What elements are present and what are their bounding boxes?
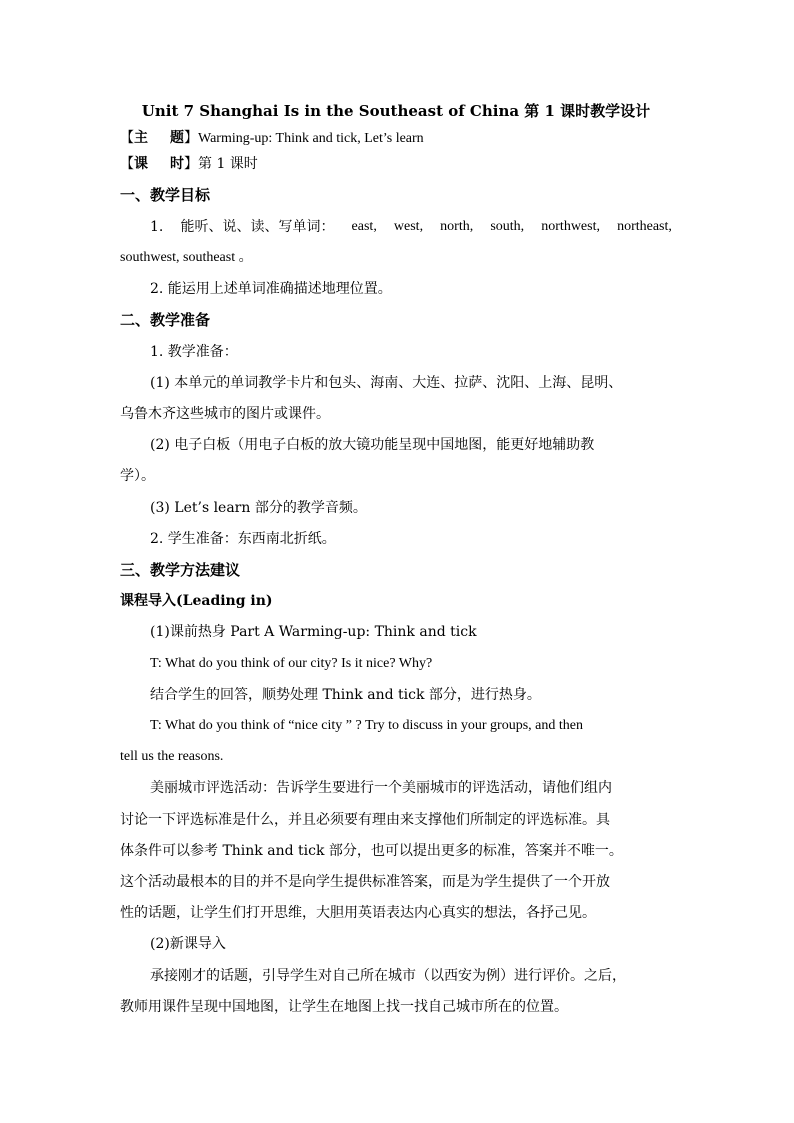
para-new-lesson: (2)新课导入 <box>150 936 226 952</box>
meta-topic-label-a: 主 <box>134 130 148 146</box>
para-discuss-line-2: tell us the reasons. <box>120 749 224 764</box>
objective-2: 2. 能运用上述单词准确描述地理位置。 <box>150 281 392 297</box>
meta-lesson-label-a: 课 <box>134 156 148 172</box>
word-part: west, <box>393 219 424 234</box>
objective-1-line-1 <box>150 217 672 237</box>
prep-sub-2-line-2: 学）。 <box>120 468 155 484</box>
para-warmup-note: 结合学生的回答，顺势处理 Think and tick 部分，进行热身。 <box>150 687 541 703</box>
word-part: 能听、说、读、写单词： <box>180 219 335 235</box>
para-activity-line-4: 这个活动最根本的目的并不是向学生提供标准答案，而是为学生提供了一个开放 <box>120 874 610 890</box>
prep-item-1: 1. 教学准备： <box>150 344 238 360</box>
meta-lesson-value: 第 1 课时 <box>198 156 258 172</box>
meta-topic <box>120 128 672 149</box>
para-activity-line-1: 美丽城市评选活动：告诉学生要进行一个美丽城市的评选活动，请他们组内 <box>150 780 612 796</box>
para-activity-line-5: 性的话题，让学生们打开思维，大胆用英语表达内心真实的想法，各抒己见。 <box>120 905 596 921</box>
prep-sub-1-line-1: (1) 本单元的单词教学卡片和包头、海南、大连、拉萨、沈阳、上海、昆明、 <box>150 375 623 391</box>
prep-sub-1-line-2: 乌鲁木齐这些城市的图片或课件。 <box>120 406 330 422</box>
prep-sub-2-line-1: (2) 电子白板（用电子白板的放大镜功能呈现中国地图，能更好地辅助教 <box>150 437 595 453</box>
word-part: northwest, <box>541 219 600 234</box>
meta-bracket-open: 【 <box>120 130 134 146</box>
prep-sub-3: (3) Let’s learn 部分的教学音频。 <box>150 500 367 516</box>
meta-topic-value: Warming-up: Think and tick, Let’s learn <box>198 131 424 146</box>
section-heading-methods: 三、教学方法建议 <box>120 561 241 579</box>
para-activity-line-2: 讨论一下评选标准是什么，并且必须要有理由来支撑他们所制定的评选标准。具 <box>120 812 610 828</box>
para-activity-line-3: 体条件可以参考 Think and tick 部分，也可以提出更多的标准，答案并不唯一。 <box>120 843 623 859</box>
meta-bracket-open: 【 <box>120 156 134 172</box>
section-heading-objectives: 一、教学目标 <box>120 186 211 204</box>
objective-1-line-2: southwest, southeast 。 <box>120 250 253 265</box>
para-discuss-line-1: T: What do you think of “nice city ” ? Try to discuss in your groups, and then <box>150 718 583 733</box>
word-part: north, <box>440 219 474 234</box>
word-part: south, <box>490 219 525 234</box>
meta-lesson-label-b: 时 <box>170 156 184 172</box>
word-part: 1. <box>150 219 164 235</box>
meta-bracket-close: 】 <box>184 130 198 146</box>
para-evaluate-line-2: 教师用课件呈现中国地图，让学生在地图上找一找自己城市所在的位置。 <box>120 999 568 1015</box>
document-title: Unit 7 Shanghai Is in the Southeast of China 第 1 课时教学设计 <box>141 102 651 120</box>
word-part: northeast, <box>617 219 672 234</box>
meta-bracket-close: 】 <box>184 156 198 172</box>
para-warmup: (1)课前热身 Part A Warming-up: Think and tick <box>150 624 477 640</box>
subheading-leading-in: 课程导入(Leading in) <box>120 593 273 609</box>
word-part: east, <box>351 219 377 234</box>
prep-item-2: 2. 学生准备：东西南北折纸。 <box>150 531 336 547</box>
meta-lesson <box>120 154 672 174</box>
meta-topic-label-b: 题 <box>170 130 184 146</box>
section-heading-preparation: 二、教学准备 <box>120 311 211 329</box>
para-evaluate-line-1: 承接刚才的话题，引导学生对自己所在城市（以西安为例）进行评价。之后， <box>150 968 626 984</box>
para-teacher-question: T: What do you think of our city? Is it nice? Why? <box>150 656 433 671</box>
